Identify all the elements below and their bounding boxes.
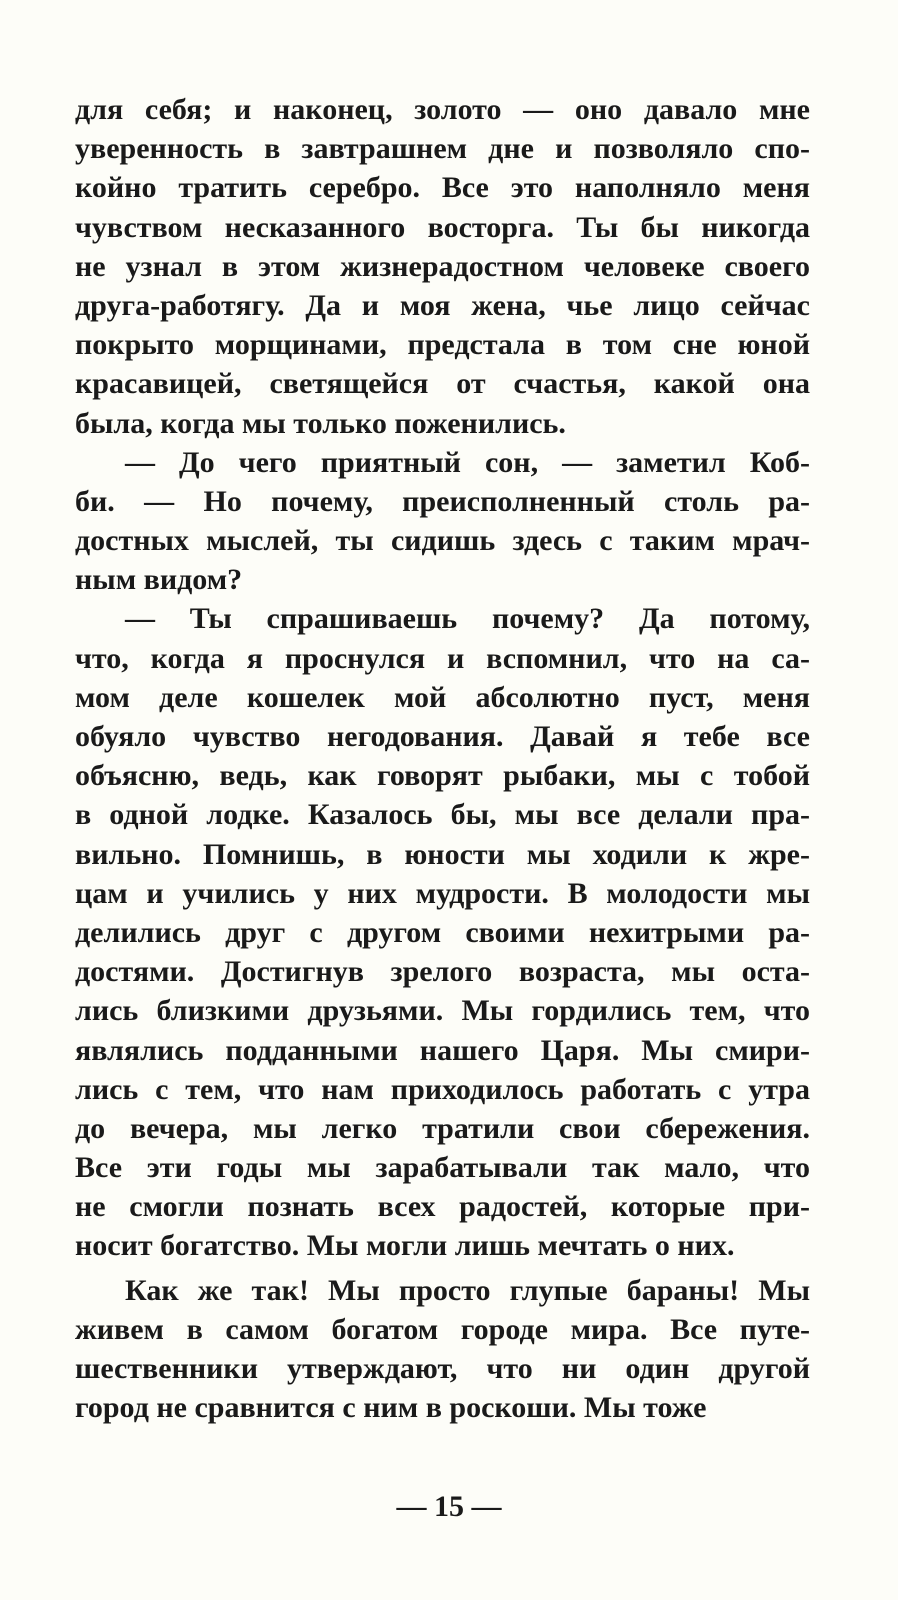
text-line: уверенность в завтрашнем дне и позволяло спо- xyxy=(75,132,810,166)
text-line: би. — Но почему, преисполненный столь ра- xyxy=(75,484,810,518)
page-number: — 15 — xyxy=(396,1490,502,1523)
text-line: город не сравнится с ним в роскоши. Мы тоже xyxy=(75,1391,707,1425)
text-line: являлись подданными нашего Царя. Мы смири- xyxy=(75,1033,810,1067)
text-line: не смогли познать всех радостей, которые при- xyxy=(75,1190,810,1224)
text-line: лись близкими друзьями. Мы гордились тем, что xyxy=(75,994,810,1028)
text-line: Как же так! Мы просто глупые бараны! Мы xyxy=(125,1273,810,1307)
text-line: красавицей, светящейся от счастья, какой она xyxy=(75,367,810,401)
text-line: живем в самом богатом городе мира. Все путе- xyxy=(75,1312,810,1346)
text-line: Все эти годы мы зарабатывали так мало, что xyxy=(75,1151,810,1185)
text-line: обуяло чувство негодования. Давай я тебе все xyxy=(75,720,810,753)
text-line: была, когда мы только поженились. xyxy=(75,406,566,440)
text-line: достями. Достигнув зрелого возраста, мы оста- xyxy=(75,955,810,989)
text-line: койно тратить серебро. Все это наполняло меня xyxy=(75,171,810,205)
text-line: в одной лодке. Казалось бы, мы все делали пра- xyxy=(75,798,810,832)
text-line: не узнал в этом жизнерадостном человеке своего xyxy=(75,249,810,283)
text-line: чувством несказанного восторга. Ты бы никогда xyxy=(75,210,810,244)
text-line: мом деле кошелек мой абсолютно пуст, меня xyxy=(75,680,810,714)
text-line: носит богатство. Мы могли лишь мечтать о них. xyxy=(75,1229,735,1263)
text-line: до вечера, мы легко тратили свои сбережения. xyxy=(75,1111,810,1145)
text-line: лись с тем, что нам приходилось работать с утра xyxy=(75,1072,810,1106)
text-line: покрыто морщинами, предстала в том сне юной xyxy=(75,328,810,362)
text-line: — Ты спрашиваешь почему? Да потому, xyxy=(125,602,810,636)
text-line: ным видом? xyxy=(75,563,243,597)
text-line: — До чего приятный сон, — заметил Коб- xyxy=(125,445,810,479)
text-line: делились друг с другом своими нехитрыми ра- xyxy=(75,915,810,949)
text-line: цам и учились у них мудрости. В молодости мы xyxy=(75,876,810,910)
text-line: достных мыслей, ты сидишь здесь с таким мрач- xyxy=(75,524,810,558)
text-line: друга-работягу. Да и моя жена, чье лицо сейчас xyxy=(75,288,810,322)
text-line: для себя; и наконец, золото — оно давало мне xyxy=(75,93,810,126)
text-line: объясню, ведь, как говорят рыбаки, мы с тобой xyxy=(75,759,810,793)
text-line: вильно. Помнишь, в юности мы ходили к жре- xyxy=(75,837,810,871)
text-line: шественники утверждают, что ни один другой xyxy=(75,1352,810,1385)
text-line: что, когда я проснулся и вспомнил, что на са- xyxy=(75,641,810,675)
book-page-text xyxy=(75,90,810,1427)
